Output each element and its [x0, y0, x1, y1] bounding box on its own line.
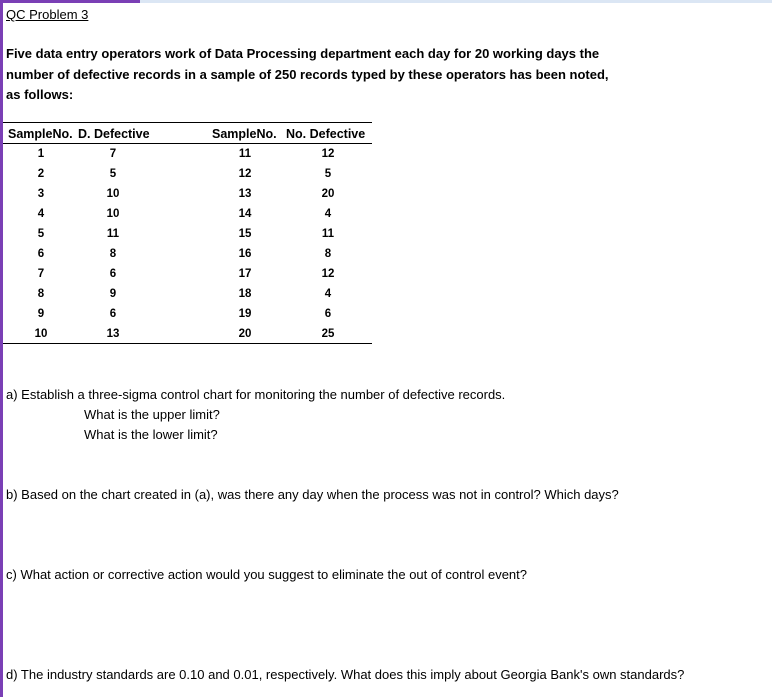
table-cell-defective-left: 11: [106, 228, 120, 240]
top-accent-strip: [0, 0, 140, 3]
table-cell-sample-no-right: 19: [238, 308, 252, 320]
question-c: c) What action or corrective action would you suggest to eliminate the out of control event?: [6, 567, 527, 582]
table-cell-defective-right: 12: [321, 268, 335, 280]
question-a: a) Establish a three-sigma control chart for monitoring the number of defective records.: [6, 387, 506, 402]
question-a-upper-limit: What is the upper limit?: [84, 407, 220, 422]
table-cell-defective-left: 5: [109, 168, 117, 180]
header-defective-2: No. Defective: [286, 127, 366, 141]
intro-line-1: Five data entry operators work of Data Processing department each day for 20 working days the: [6, 46, 600, 61]
table-cell-sample-no-right: 16: [238, 248, 252, 260]
table-cell-sample-no-left: 1: [37, 148, 45, 160]
header-sample-no-2: SampleNo.: [212, 127, 277, 141]
table-cell-sample-no-left: 8: [37, 288, 45, 300]
table-cell-sample-no-right: 11: [238, 148, 252, 160]
table-cell-sample-no-left: 7: [37, 268, 45, 280]
table-cell-sample-no-left: 4: [37, 208, 45, 220]
table-cell-defective-left: 13: [106, 328, 120, 340]
table-cell-defective-left: 9: [109, 288, 117, 300]
header-defective-1: D. Defective: [78, 127, 150, 141]
table-cell-sample-no-right: 17: [238, 268, 252, 280]
table-cell-defective-right: 8: [324, 248, 332, 260]
table-cell-defective-right: 12: [321, 148, 335, 160]
intro-line-2: number of defective records in a sample of 250 records typed by these operators has been noted,: [6, 67, 609, 82]
intro-line-3: as follows:: [6, 87, 74, 102]
table-cell-sample-no-left: 9: [37, 308, 45, 320]
table-cell-defective-left: 10: [106, 188, 120, 200]
table-cell-defective-right: 5: [324, 168, 332, 180]
table-cell-sample-no-left: 2: [37, 168, 45, 180]
table-cell-defective-left: 10: [106, 208, 120, 220]
table-cell-sample-no-left: 3: [37, 188, 45, 200]
table-cell-defective-left: 6: [109, 308, 117, 320]
question-d: d) The industry standards are 0.10 and 0.01, respectively. What does this imply about Georgia Bank's own standards?: [6, 667, 685, 682]
table-cell-defective-right: 20: [321, 188, 335, 200]
table-cell-defective-right: 11: [321, 228, 335, 240]
table-cell-defective-left: 8: [109, 248, 117, 260]
table-top-rule: [3, 122, 372, 123]
header-sample-no-1: SampleNo.: [8, 127, 73, 141]
top-header-strip: [140, 0, 772, 3]
table-bottom-rule: [3, 343, 372, 344]
table-cell-sample-no-right: 12: [238, 168, 252, 180]
table-cell-sample-no-right: 14: [238, 208, 252, 220]
table-header-rule: [3, 143, 372, 144]
table-cell-defective-right: 6: [324, 308, 332, 320]
table-cell-sample-no-right: 13: [238, 188, 252, 200]
left-accent-bar: [0, 0, 3, 697]
question-a-lower-limit: What is the lower limit?: [84, 427, 218, 442]
table-cell-sample-no-right: 18: [238, 288, 252, 300]
table-cell-sample-no-left: 10: [34, 328, 48, 340]
table-cell-sample-no-left: 6: [37, 248, 45, 260]
table-cell-sample-no-right: 15: [238, 228, 252, 240]
table-cell-defective-right: 25: [321, 328, 335, 340]
table-cell-sample-no-right: 20: [238, 328, 252, 340]
table-cell-defective-left: 6: [109, 268, 117, 280]
table-cell-defective-right: 4: [324, 208, 332, 220]
question-b: b) Based on the chart created in (a), was there any day when the process was not in control? Which days?: [6, 487, 619, 502]
problem-title: QC Problem 3: [6, 7, 89, 22]
table-cell-sample-no-left: 5: [37, 228, 45, 240]
table-cell-defective-right: 4: [324, 288, 332, 300]
table-cell-defective-left: 7: [109, 148, 117, 160]
